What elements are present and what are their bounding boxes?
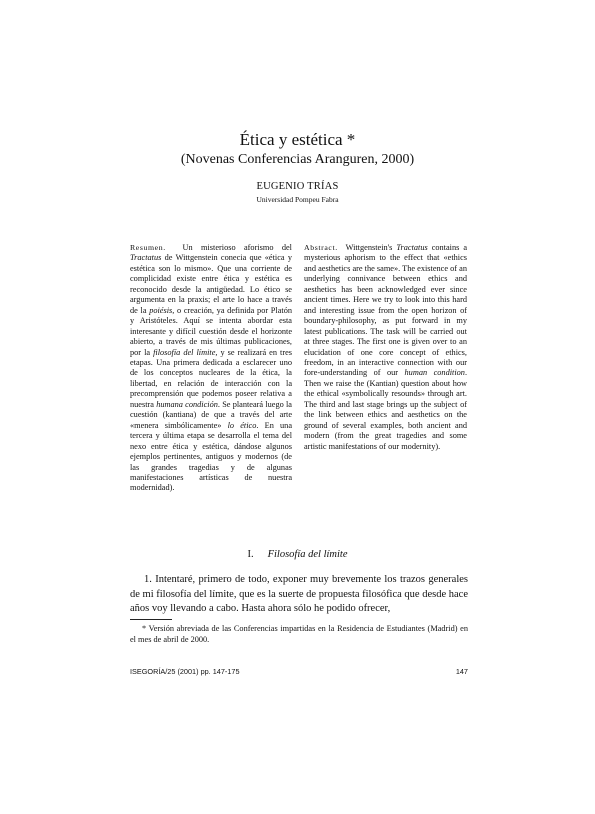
abstract-spanish-italic: poiésis xyxy=(149,305,173,315)
author-name: EUGENIO TRÍAS xyxy=(256,181,339,192)
abstract-spanish-text: Un misterioso aforismo del xyxy=(182,243,292,252)
abstract-spanish-text: de Wittgenstein conecia que «ética y estética son lo mismo». Que una corriente de complicidad existe entre ética y estética es reconocido desde la antigüedad. Lo ético se argumenta en la praxis; el arte lo hace a través de la xyxy=(130,253,292,315)
section-title: Filosofía del límite xyxy=(267,549,348,560)
section-number: I. xyxy=(247,549,254,560)
abstract-spanish-label: Resumen. xyxy=(130,243,166,252)
footnote: * Versión abreviada de las Conferencias impartidas en la Residencia de Estudiantes (Madrid) en el mes de abril de 2000. xyxy=(130,624,468,644)
abstract-spanish-italic: humana condición xyxy=(156,399,218,409)
section-heading xyxy=(0,549,595,560)
paper-subtitle: (Novenas Conferencias Aranguren, 2000) xyxy=(180,152,415,167)
abstract-spanish-text: , y se realizará en tres etapas. Una primera dedicada a esclarecer uno de los conceptos nucleares de la ética, la libertad, en relación de interacción con la precomprensión que podemos poseer relativa a nuestra xyxy=(130,347,292,409)
abstract-english-label: Abstract. xyxy=(304,243,338,252)
abstract-english-italic: human condition xyxy=(404,368,465,378)
body-paragraph: 1. Intentaré, primero de todo, exponer muy brevemente los trazos generales de mi filosofía del límite, que es la suerte de propuesta filosófica que desde hace años voy llevando a cabo. Hasta ahora sólo he podido ofrecer, xyxy=(130,574,468,614)
abstract-english-italic: Tractatus xyxy=(396,243,428,252)
footnote-rule xyxy=(130,619,172,620)
abstract-english-text: Wittgenstein's xyxy=(345,243,393,252)
abstract-spanish xyxy=(130,243,292,494)
paper-title: Ética y estética * xyxy=(239,130,356,149)
abstract-english xyxy=(304,243,467,452)
abstract-english-text: . Then we raise the (Kantian) question about how the ethical «symbolically resounds» through art. The third and last stage brings up the subject of the link between ethics and aesthetics on the ground of several examples, both ancient and modern (from the great tragedies and some artistic manifestations of our modernity). xyxy=(304,368,468,451)
page-number: 147 xyxy=(455,667,468,676)
abstract-spanish-text: , o creación, ya definida por Platón y Aristóteles. Aquí se intenta abordar esta interesante y difícil cuestión desde el horizonte abierto, a través de mis últimas publicaciones, por la xyxy=(130,305,292,357)
abstract-spanish-italic: filosofía del límite xyxy=(153,347,216,357)
journal-citation: ISEGORÍA/25 (2001) pp. 147-175 xyxy=(130,667,240,676)
abstract-spanish-text: . Se planteará luego la cuestión (kantiana) de que a través del arte «menera simbólicamente» xyxy=(130,399,292,430)
author-affiliation: Universidad Pompeu Fabra xyxy=(256,195,339,204)
abstract-spanish-text: . En una tercera y última etapa se desarrolla el tema del nexo entre ética y estética, dándose algunos ejemplos pertinentes, antiguos y modernos (de las grandes tragedias y de algunas manifestaciones artísticas de nuestra modernidad). xyxy=(130,420,292,493)
abstract-english-text: contains a mysterious aphorism to the effect that «ethics and aesthetics are the same». The existence of an underlying connivance between ethics and aesthetics has been acknowledged ever since ancient times. Here we try to look into this hard and interesting issue from the open horizon of boundary-philosophy, as put forward in my latest publications. The task will be carried out at three stages. The first one is given over to an elucidation of one core concept of ethics, freedom, in an interactive connection with our fore-understanding of our xyxy=(304,243,468,378)
abstract-spanish-italic: lo ético xyxy=(227,420,257,430)
abstract-spanish-italic: Tractatus xyxy=(130,253,162,263)
